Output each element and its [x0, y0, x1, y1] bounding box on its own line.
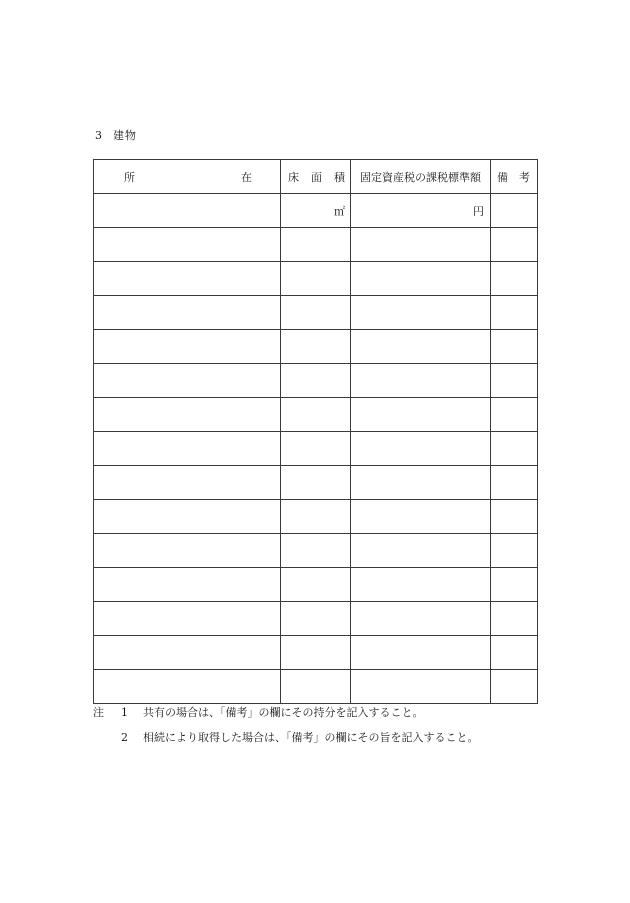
remarks-cell[interactable] — [491, 228, 538, 262]
remarks-cell[interactable] — [491, 670, 538, 704]
tax-value-cell[interactable] — [351, 330, 491, 364]
header-floor-area — [281, 160, 351, 194]
floor-area-cell[interactable] — [281, 194, 351, 228]
floor-area-cell[interactable] — [281, 500, 351, 534]
location-cell[interactable] — [94, 262, 281, 296]
floor-area-cell[interactable] — [281, 330, 351, 364]
header-remarks-char-1: 備 — [497, 170, 508, 184]
header-area-char-3: 積 — [334, 170, 345, 184]
tax-value-cell[interactable] — [351, 670, 491, 704]
header-area-char-2: 面 — [311, 170, 322, 184]
location-cell[interactable] — [94, 228, 281, 262]
floor-area-cell[interactable] — [281, 432, 351, 466]
header-remarks — [491, 160, 538, 194]
table-row — [94, 602, 538, 636]
table-row — [94, 262, 538, 296]
remarks-cell[interactable] — [491, 296, 538, 330]
note-item — [93, 725, 479, 750]
table-row — [94, 228, 538, 262]
remarks-cell[interactable] — [491, 194, 538, 228]
tax-value-cell[interactable] — [351, 636, 491, 670]
location-cell[interactable] — [94, 636, 281, 670]
location-cell[interactable] — [94, 432, 281, 466]
header-remarks-char-2: 考 — [519, 170, 530, 184]
floor-area-cell[interactable] — [281, 636, 351, 670]
tax-value-cell[interactable] — [351, 398, 491, 432]
floor-area-cell[interactable] — [281, 466, 351, 500]
location-cell[interactable] — [94, 330, 281, 364]
floor-area-cell[interactable] — [281, 670, 351, 704]
location-cell[interactable] — [94, 670, 281, 704]
location-cell[interactable] — [94, 568, 281, 602]
remarks-cell[interactable] — [491, 364, 538, 398]
header-area-char-1: 床 — [288, 170, 299, 184]
note-item — [93, 700, 479, 725]
remarks-cell[interactable] — [491, 262, 538, 296]
table-row — [94, 500, 538, 534]
remarks-cell[interactable] — [491, 398, 538, 432]
tax-unit: 円 — [473, 204, 484, 218]
location-cell[interactable] — [94, 602, 281, 636]
tax-value-cell[interactable] — [351, 228, 491, 262]
remarks-cell[interactable] — [491, 466, 538, 500]
header-location-right: 在 — [241, 170, 252, 184]
tax-value-cell[interactable] — [351, 194, 491, 228]
remarks-cell[interactable] — [491, 432, 538, 466]
location-cell[interactable] — [94, 466, 281, 500]
note-number: 1 — [121, 706, 128, 719]
tax-value-cell[interactable] — [351, 568, 491, 602]
location-cell[interactable] — [94, 194, 281, 228]
tax-value-cell[interactable] — [351, 500, 491, 534]
remarks-cell[interactable] — [491, 636, 538, 670]
remarks-cell[interactable] — [491, 602, 538, 636]
floor-area-cell[interactable] — [281, 228, 351, 262]
table-row — [94, 296, 538, 330]
tax-value-cell[interactable] — [351, 262, 491, 296]
section-heading — [95, 127, 137, 143]
floor-area-cell[interactable] — [281, 568, 351, 602]
header-row — [94, 160, 538, 194]
header-tax-value: 固定資産税の課税標準額 — [351, 160, 491, 194]
note-number: 2 — [121, 731, 128, 744]
location-cell[interactable] — [94, 296, 281, 330]
tax-value-cell[interactable] — [351, 602, 491, 636]
floor-area-cell[interactable] — [281, 602, 351, 636]
table-row — [94, 432, 538, 466]
location-cell[interactable] — [94, 534, 281, 568]
note-text: 共有の場合は、「備考」の欄にその持分を記入すること。 — [143, 706, 424, 719]
table-row — [94, 636, 538, 670]
floor-area-cell[interactable] — [281, 364, 351, 398]
floor-area-cell[interactable] — [281, 296, 351, 330]
remarks-cell[interactable] — [491, 500, 538, 534]
table-row — [94, 534, 538, 568]
table-row — [94, 330, 538, 364]
header-location-left: 所 — [124, 170, 135, 184]
table-row — [94, 364, 538, 398]
table-row — [94, 568, 538, 602]
tax-value-cell[interactable] — [351, 364, 491, 398]
remarks-cell[interactable] — [491, 330, 538, 364]
section-number: 3 — [95, 129, 103, 142]
remarks-cell[interactable] — [491, 568, 538, 602]
table-row — [94, 398, 538, 432]
floor-area-cell[interactable] — [281, 398, 351, 432]
location-cell[interactable] — [94, 500, 281, 534]
table-row — [94, 670, 538, 704]
table-row — [94, 466, 538, 500]
note-prefix: 注 — [93, 706, 104, 719]
tax-value-cell[interactable] — [351, 296, 491, 330]
location-cell[interactable] — [94, 398, 281, 432]
area-unit: ㎡ — [334, 204, 345, 218]
tax-value-cell[interactable] — [351, 466, 491, 500]
tax-value-cell[interactable] — [351, 534, 491, 568]
tax-value-cell[interactable] — [351, 432, 491, 466]
section-title: 建物 — [113, 129, 137, 142]
building-table — [93, 159, 538, 704]
table-row — [94, 194, 538, 228]
remarks-cell[interactable] — [491, 534, 538, 568]
location-cell[interactable] — [94, 364, 281, 398]
note-text: 相続により取得した場合は、「備考」の欄にその旨を記入すること。 — [143, 731, 479, 744]
header-location — [94, 160, 281, 194]
floor-area-cell[interactable] — [281, 262, 351, 296]
floor-area-cell[interactable] — [281, 534, 351, 568]
notes — [93, 700, 479, 750]
